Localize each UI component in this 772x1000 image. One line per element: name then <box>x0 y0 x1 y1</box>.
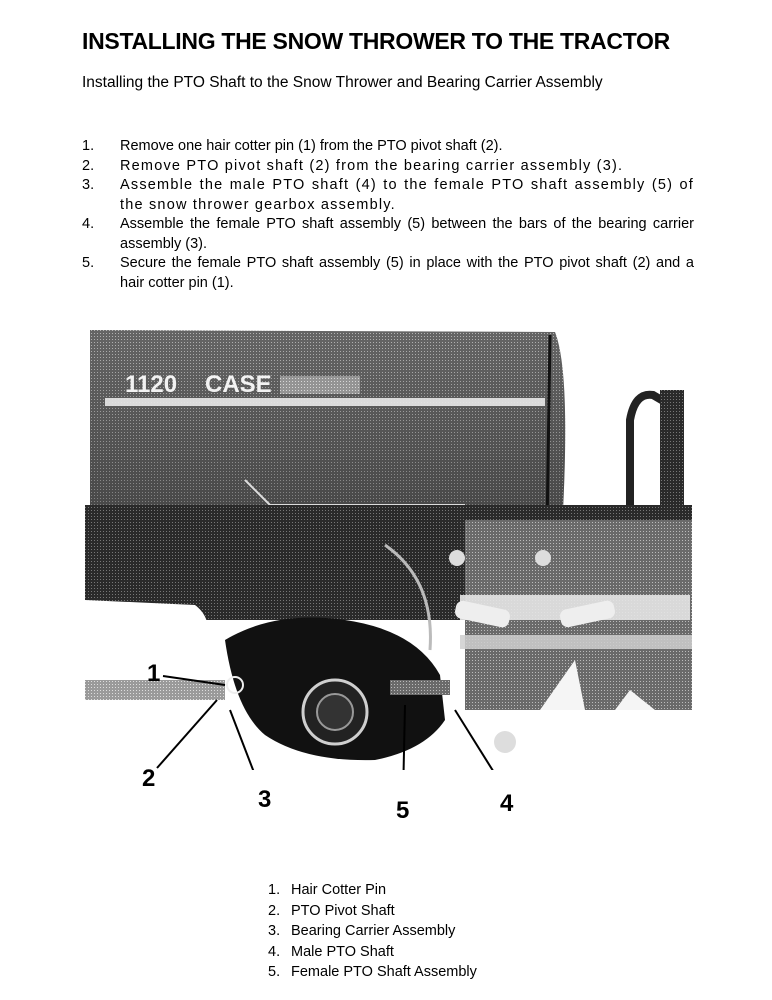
callout-4: 4 <box>500 790 514 817</box>
step-text: Assemble the female PTO shaft assembly (5) between the bars of the bearing carrier assembly (3). <box>120 216 694 252</box>
callout-2: 2 <box>142 765 156 792</box>
step-number: 1. <box>82 138 95 154</box>
legend-number: 1. <box>268 882 281 898</box>
step-item <box>82 157 694 177</box>
step-text: Secure the female PTO shaft assembly (5) in place with the PTO pivot shaft (2) and a hair cotter pin (1). <box>120 255 694 291</box>
hood-brand-text: CASE <box>205 371 272 398</box>
callout-1: 1 <box>147 660 161 687</box>
page-title: INSTALLING THE SNOW THROWER TO THE TRACTOR <box>82 28 670 54</box>
step-number: 5. <box>82 255 95 271</box>
section-subtitle: Installing the PTO Shaft to the Snow Thrower and Bearing Carrier Assembly <box>82 74 603 91</box>
step-number: 2. <box>82 157 95 174</box>
legend-number: 4. <box>268 943 281 960</box>
legend-label: Bearing Carrier Assembly <box>291 923 456 939</box>
legend-label: Female PTO Shaft Assembly <box>291 964 477 980</box>
step-text: Remove PTO pivot shaft (2) from the bearing carrier assembly (3). <box>120 157 624 174</box>
step-item <box>82 137 694 157</box>
legend-number: 2. <box>268 902 281 919</box>
step-item <box>82 254 694 293</box>
hood-model-text: 1120 <box>125 371 178 398</box>
legend-label: Male PTO Shaft <box>291 943 394 960</box>
legend-number: 3. <box>268 923 281 939</box>
step-number: 4. <box>82 216 95 232</box>
legend-item <box>268 880 477 901</box>
step-item <box>82 215 694 254</box>
callout-5: 5 <box>396 797 410 824</box>
parts-legend <box>268 880 477 983</box>
legend-item <box>268 942 477 963</box>
instruction-steps <box>82 137 694 293</box>
callout-3: 3 <box>258 786 272 813</box>
step-number: 3. <box>82 177 95 193</box>
legend-item <box>268 901 477 922</box>
legend-label: Hair Cotter Pin <box>291 882 387 898</box>
legend-item <box>268 921 477 942</box>
tractor-pto-photo <box>85 330 692 770</box>
step-text: Remove one hair cotter pin (1) from the PTO pivot shaft (2). <box>120 138 503 154</box>
legend-number: 5. <box>268 964 281 980</box>
legend-item <box>268 962 477 983</box>
step-text: Assemble the male PTO shaft (4) to the female PTO shaft assembly (5) of the snow thrower gearbox assembly. <box>120 177 694 213</box>
step-item <box>82 176 694 215</box>
legend-label: PTO Pivot Shaft <box>291 902 395 919</box>
